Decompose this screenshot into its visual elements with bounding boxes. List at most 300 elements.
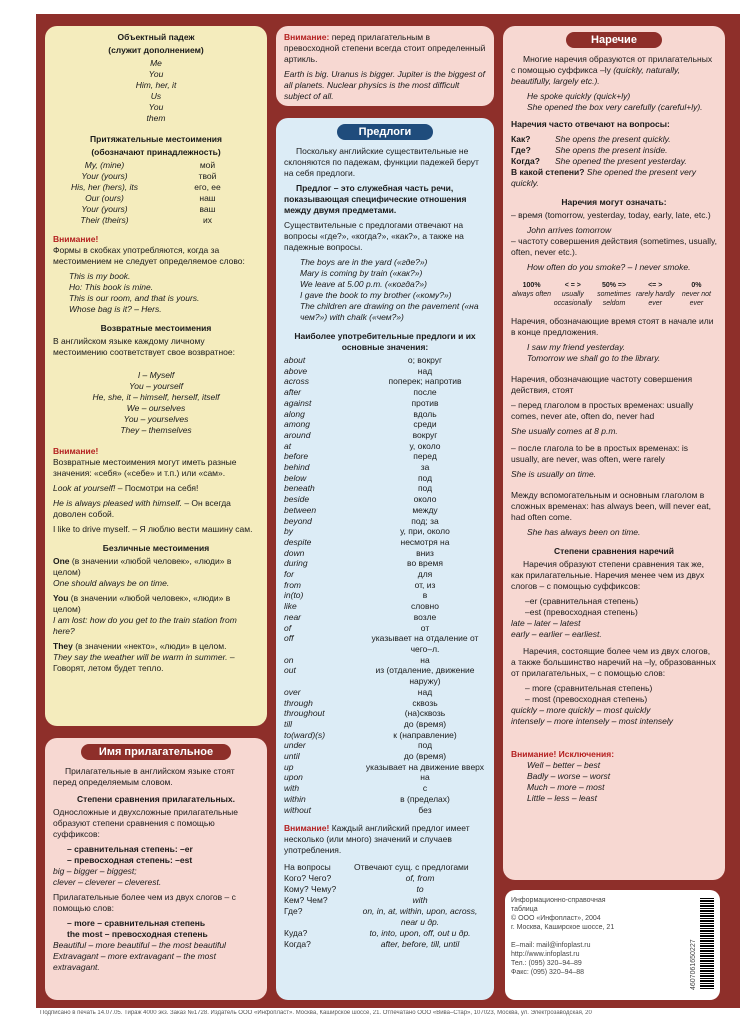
example: One should always be on time. (53, 578, 170, 588)
preposition-row (284, 794, 486, 805)
preposition-meaning: вдоль (413, 408, 437, 419)
adverb-mean1: – время (tomorrow, yesterday, today, early, late, etc.) (511, 210, 711, 220)
preposition-row (284, 548, 486, 559)
preposition-meaning: над (417, 686, 433, 697)
example: I gave the book to my brother («кому?») (300, 290, 452, 300)
preposition-meaning: до (время) (403, 751, 447, 762)
preposition-word: without (284, 804, 311, 815)
preposition-word: throughout (284, 708, 325, 719)
question: Как? (511, 134, 531, 144)
example (53, 498, 259, 520)
preposition-word: after (284, 387, 302, 398)
possessive-en: Our (ours) (85, 193, 124, 203)
adjective-comparative: – сравнительная степень: –er (67, 844, 193, 854)
question: Когда? (511, 156, 540, 166)
possessive-ru: его, ее (194, 182, 221, 192)
preposition-meaning: вокруг (412, 429, 438, 440)
adjective-panel (45, 738, 267, 1000)
example: quickly – more quickly – most quickly (511, 705, 651, 715)
term-desc: (в значении «любой человек», «люди» в целом) (53, 556, 232, 577)
attention-label: Внимание: (284, 32, 330, 42)
preposition-row (284, 708, 486, 719)
questions-list (284, 873, 486, 950)
frequency-words (511, 290, 717, 308)
possessive-en: Your (yours) (81, 204, 128, 214)
question: В какой степени? (511, 167, 585, 177)
preposition-meaning: от, из (414, 579, 436, 590)
prepositions-panel (276, 118, 494, 1000)
frequency-mark: < = > (564, 282, 581, 289)
preposition-meaning: указывает на движение вверх (365, 761, 485, 772)
frequency-word: always often (512, 291, 552, 298)
preposition-meaning: поперек; напротив (388, 376, 462, 387)
frequency-word: never not ever (681, 291, 711, 307)
adverb-long-text: Наречия, состоящие более чем из двух слогов, а также большинство наречий на –ly, образованных от прилагательных, – с помощью слов: (511, 646, 716, 678)
reflexive-item: We – ourselves (126, 403, 186, 413)
example-ru: – Посмотри на себя! (115, 483, 199, 493)
question: Кого? Чего? (284, 873, 332, 884)
example: early – earlier – earliest. (511, 629, 602, 639)
prepositions-title: Предлоги (337, 124, 433, 140)
example: She has always been on time. (527, 527, 641, 537)
preposition-word: against (284, 397, 312, 408)
preposition-row (284, 730, 486, 741)
reflexive-item: They – themselves (120, 425, 192, 435)
question-row (284, 873, 486, 884)
question-row (284, 895, 486, 906)
adverb-degrees-text: Наречия образуют степени сравнения так же, как прилагательные. Наречия менее чем из двух слогов – с помощью суффиксов: (511, 559, 705, 591)
possessive-ru: ваш (199, 204, 216, 214)
imprint-footer: Подписано в печать 14.07.05. Тираж 4000 экз. Заказ №1728. Издатель ООО «Инфопласт». Москва, Каширское шоссе, 21. Отпечатано ООО «Вива–Стар», 107023, Москва, ул. Электрозаводская, 20 (40, 1010, 592, 1016)
attention-label: Внимание! (284, 823, 330, 834)
adverb-q-row (511, 156, 717, 167)
example: This is my book. (69, 271, 131, 281)
adverb-mean2: – частоту совершения действия (sometimes, usually, often, never etc.). (511, 236, 717, 257)
reflexive-item: You – yourselves (123, 414, 189, 424)
example-ru: – Он всегда доволен собой. (53, 498, 231, 519)
exception: Well – better – best (527, 760, 601, 770)
impersonal-title: Безличные местоимения (102, 543, 210, 553)
adjective-long-text: Прилагательные более чем из двух слогов – с помощью слов: (53, 892, 236, 913)
question: Кому? Чему? (284, 884, 337, 895)
preposition-meaning: под (417, 483, 433, 494)
example: She opened the box very carefully (careful+ly). (527, 102, 703, 112)
preposition-word: under (284, 740, 306, 751)
adverb-more: – more (сравнительная степень) (525, 683, 653, 693)
adverb-degrees-title: Степени сравнения наречий (554, 546, 674, 556)
example: The children are drawing on the pavement («на чем?») with chalk («чем?») (300, 301, 479, 322)
adverb-mean-title: Наречия могут означать: (561, 197, 667, 207)
preposition-row (284, 601, 486, 612)
question-row (284, 884, 486, 895)
possessive-subtitle: (обозначают принадлежность) (91, 147, 221, 157)
info-line: таблица (511, 906, 538, 913)
info-line: Информационно-справочная (511, 897, 606, 904)
attention-possessive (53, 234, 259, 315)
adverb-time-pos: Наречия, обозначающие время стоят в начале или в конце предложения. (511, 316, 714, 337)
objective-item: Us (150, 91, 162, 101)
objective-item: You (148, 69, 164, 79)
preposition-row (284, 633, 486, 654)
preposition-meaning: после (413, 387, 437, 398)
preposition-row (284, 783, 486, 794)
adverb-er: –er (сравнительная степень) (525, 596, 639, 606)
reflexive-text: В английском языке каждому личному местоимению соответствует свое возвратное: (53, 336, 235, 357)
attention-reflexive (53, 446, 259, 535)
preposition-meaning: в (422, 590, 428, 601)
preposition-meaning: среди (413, 419, 437, 430)
preposition-word: from (284, 579, 301, 590)
preposition-meaning: с (422, 783, 428, 794)
exception: Much – more – most (527, 782, 605, 792)
example-en: He is always pleased with himself. (53, 498, 182, 508)
preposition-word: along (284, 408, 305, 419)
preposition-meaning: под (417, 740, 433, 751)
example: big – bigger – biggest; (53, 866, 137, 876)
preposition-word: on (284, 654, 294, 665)
possessive-table (53, 160, 259, 226)
preposition-meaning: около (413, 494, 437, 505)
objective-item: Him, her, it (135, 80, 177, 90)
prepositions-table-title: Наиболее употребительные предлоги и их основные значения: (294, 331, 476, 352)
example: Whose bag is it? – Hers. (69, 304, 162, 314)
preposition-row (284, 451, 486, 462)
reflexive-list (53, 370, 259, 436)
preposition-word: above (284, 365, 308, 376)
preposition-word: till (284, 718, 293, 729)
attention-text: Возвратные местоимения могут иметь разные значения: «себя» («себе» и т.п.) или «сам». (53, 457, 237, 478)
prepositions-attention (284, 823, 486, 856)
preposition-meaning: вниз (416, 547, 434, 558)
preposition-row (284, 665, 486, 686)
barcode-number: 4607061650227 (690, 939, 697, 990)
exception: Little – less – least (527, 793, 597, 803)
adverb-q-title: Наречия часто отвечают на вопросы: (511, 119, 670, 129)
term: One (53, 556, 70, 566)
adjective-superlative: – превосходная степень: –est (67, 855, 193, 865)
preposition-row (284, 623, 486, 634)
preposition-meaning: возле (413, 611, 437, 622)
adverb-q-row (511, 145, 717, 156)
preposition-answer: after, before, till, until (380, 939, 460, 950)
article-note-panel (276, 26, 494, 106)
preposition-meaning: на (420, 772, 430, 783)
preposition-word: despite (284, 536, 312, 547)
example: Mary is coming by train («как?») (300, 268, 423, 278)
objective-item: You (148, 102, 164, 112)
adverb-freq-pos: Наречия, обозначающие частоту совершения действия, стоят (511, 374, 693, 395)
possessive-ru: мой (199, 160, 216, 170)
preposition-meaning: несмотря на (400, 536, 450, 547)
frequency-mark: <= > (648, 282, 663, 289)
objective-subtitle: (служит дополнением) (108, 45, 204, 55)
example: intensely – more intensely – most intensely (511, 716, 674, 726)
preposition-row (284, 462, 486, 473)
preposition-word: in(to) (284, 590, 304, 601)
preposition-meaning: (на)сквозь (404, 708, 446, 719)
questions-header-b: Отвечают сущ. с предлогами (354, 862, 469, 873)
example: How often do you smoke? – I never smoke. (527, 262, 691, 272)
reflexive-item: You – yourself (129, 381, 183, 391)
preposition-word: beside (284, 494, 310, 505)
preposition-word: of (284, 622, 292, 633)
question-row (284, 939, 486, 950)
reflexive-title: Возвратные местоимения (100, 323, 212, 333)
preposition-row (284, 376, 486, 387)
example: Ho: This book is mine. (69, 282, 154, 292)
reflexive-item: He, she, it – himself, herself, itself (92, 392, 220, 402)
preposition-word: below (284, 472, 307, 483)
example: John arrives tomorrow (527, 225, 612, 235)
preposition-word: beneath (284, 483, 315, 494)
preposition-row (284, 398, 486, 409)
preposition-row (284, 526, 486, 537)
preposition-word: up (284, 761, 294, 772)
preposition-word: to(ward)(s) (284, 729, 326, 740)
example: She usually comes at 8 p.m. (511, 426, 618, 436)
example: She opened the present very quickly. (511, 167, 696, 188)
example: He spoke quickly (quick+ly) (527, 91, 631, 101)
preposition-row (284, 698, 486, 709)
preposition-row (284, 366, 486, 377)
preposition-answer: with (412, 895, 428, 906)
adjective-intro: Прилагательные в английском языке стоят перед определяемым словом. (53, 766, 235, 787)
preposition-meaning: против (411, 397, 439, 408)
preposition-row (284, 612, 486, 623)
preposition-meaning: к (направление) (393, 729, 457, 740)
term-desc: (в значении «любой человек», «люди» в целом) (53, 593, 231, 614)
possessive-en: Their (theirs) (80, 215, 129, 225)
preposition-word: with (284, 783, 300, 794)
preposition-word: across (284, 376, 310, 387)
preposition-row (284, 772, 486, 783)
preposition-row (284, 430, 486, 441)
preposition-word: like (284, 601, 297, 612)
preposition-row (284, 762, 486, 773)
preposition-row (284, 719, 486, 730)
preposition-word: behind (284, 462, 310, 473)
adverb-aux: Между вспомогательным и основным глаголом в сложных временах: has always been, will never eat, had often come. (511, 490, 711, 522)
preposition-word: about (284, 355, 306, 365)
preposition-row (284, 590, 486, 601)
preposition-word: through (284, 697, 313, 708)
preposition-word: by (284, 526, 293, 537)
impersonal-one (53, 556, 259, 589)
preposition-word: around (284, 429, 311, 440)
preposition-word: within (284, 793, 306, 804)
preposition-meaning: между (412, 504, 438, 515)
frequency-mark: 0% (691, 282, 702, 289)
example: We leave at 5.00 p.m. («когда?») (300, 279, 427, 289)
example: I like to drive myself. – Я люблю вести машину сам. (53, 524, 253, 534)
impersonal-you (53, 593, 259, 637)
frequency-word: usually occasionally (553, 291, 592, 307)
preposition-meaning: в (пределах) (400, 793, 450, 804)
example-ru: – Говорят, летом будет тепло. (53, 652, 235, 673)
example-en: Look at yourself! (53, 483, 116, 493)
adverb-most: – most (превосходная степень) (525, 694, 648, 704)
preposition-word: down (284, 547, 305, 558)
objective-title: Объектный падеж (117, 32, 195, 42)
adverb-intro (511, 54, 717, 87)
frequency-word: rarely hardly ever (635, 291, 675, 307)
preposition-word: between (284, 504, 317, 515)
adjective-most: the most – превосходная степень (67, 929, 208, 939)
adjective-degrees-text: Односложные и двухсложные прилагательные образуют степени сравнения с помощью суффиксов: (53, 807, 239, 839)
adverb-intro-text: Многие наречия образуются от прилагательных с помощью суффикса –ly (511, 54, 713, 75)
preposition-word: during (284, 558, 308, 569)
frequency-mark: 100% (522, 282, 541, 289)
article-note-text: перед прилагательным в превосходной степени всегда стоит определенный артикль. (284, 32, 486, 64)
example: Beautiful – more beautiful – the most beautiful Extravagant – more extravagant – the most extravagant. (53, 940, 226, 972)
example: The boys are in the yard («где?») (300, 257, 428, 267)
question: Когда? (284, 939, 311, 950)
publisher-info (505, 890, 720, 1000)
adverb-freq-pos2: – после глагола to be в простых временах: is usually, are never, was often, were rarely (511, 443, 688, 464)
example: She opened the present yesterday. (555, 156, 687, 166)
possessive-en: His, her (hers), its (70, 182, 139, 192)
preposition-meaning: о; вокруг (407, 355, 443, 365)
adverb-est: –est (превосходная степень) (525, 607, 638, 617)
preposition-row (284, 569, 486, 580)
preposition-meaning: перед (413, 451, 437, 462)
preposition-row (284, 751, 486, 762)
frequency-mark: 50% => (601, 282, 627, 289)
adverb-q-degree (511, 167, 717, 189)
preposition-meaning: во время (407, 558, 443, 569)
barcode (700, 898, 714, 990)
preposition-word: out (284, 665, 296, 676)
info-line: Факс: (095) 320–94–88 (511, 969, 585, 976)
preposition-meaning: над (417, 365, 433, 376)
objective-item: Me (150, 58, 162, 68)
preposition-row (284, 387, 486, 398)
preposition-answer: to (416, 884, 424, 895)
example: They say the weather will be warm in summer. (53, 652, 228, 662)
info-line: E–mail: mail@infoplast.ru (511, 942, 591, 949)
preposition-meaning: сквозь (412, 697, 438, 708)
preposition-meaning: на (420, 654, 430, 665)
prepositions-intro: Поскольку английские существительные не склоняются по падежам, функции падежей берут на себя предлоги. (284, 146, 479, 178)
preposition-answer: on, in, at, within, upon, across, near и др. (362, 906, 478, 928)
preposition-word: among (284, 419, 310, 430)
question-row (284, 928, 486, 939)
question: Куда? (284, 928, 308, 939)
example: She opens the present inside. (555, 145, 668, 155)
example: Tomorrow we shall go to the library. (527, 353, 661, 363)
frequency-word: sometimes seldom (597, 291, 631, 307)
preposition-word: until (284, 751, 300, 762)
example: She is usually on time. (511, 469, 597, 479)
preposition-row (284, 740, 486, 751)
questions-header (284, 862, 486, 873)
question: Кем? Чем? (284, 895, 328, 906)
preposition-word: for (284, 569, 294, 580)
example: late – later – latest (511, 618, 581, 628)
preposition-row (284, 558, 486, 569)
preposition-row (284, 580, 486, 591)
preposition-word: at (284, 440, 292, 451)
possessive-ru: твой (198, 171, 217, 181)
preposition-word: over (284, 686, 301, 697)
preposition-row (284, 494, 486, 505)
preposition-meaning: без (418, 804, 432, 815)
preposition-meaning: от (420, 622, 430, 633)
preposition-word: upon (284, 772, 303, 783)
example: She opens the present quickly. (555, 134, 671, 144)
preposition-row (284, 505, 486, 516)
preposition-row (284, 805, 486, 816)
info-line: © ООО «Инфопласт», 2004 (511, 915, 601, 922)
example: clever – cleverer – cleverest. (53, 877, 162, 887)
adverb-exceptions-label: Внимание! Исключения: (511, 749, 615, 759)
preposition-meaning: для (417, 569, 433, 580)
term: They (53, 641, 73, 651)
info-line: г. Москва, Каширское шоссе, 21 (511, 924, 615, 931)
example (53, 483, 259, 494)
preposition-word: before (284, 451, 309, 462)
preposition-meaning: под; за (411, 515, 439, 526)
preposition-meaning: за (420, 462, 430, 473)
question-row (284, 906, 486, 928)
questions-header-a: На вопросы (284, 862, 331, 873)
preposition-row (284, 441, 486, 452)
possessive-ru: наш (199, 193, 216, 203)
attention-label: Внимание! (53, 446, 99, 456)
objective-item: them (146, 113, 166, 123)
impersonal-they (53, 641, 259, 674)
preposition-row (284, 419, 486, 430)
frequency-scale (511, 281, 717, 290)
adjective-degrees-title: Степени сравнения прилагательных. (77, 794, 235, 804)
possessive-ru: их (203, 215, 212, 225)
attention-label: Внимание! (53, 234, 99, 244)
preposition-meaning: у, около (409, 440, 441, 451)
preposition-row (284, 687, 486, 698)
preposition-row (284, 355, 486, 366)
preposition-row (284, 516, 486, 527)
prepositions-list (284, 355, 486, 815)
example: I saw my friend yesterday. (527, 342, 626, 352)
prepositions-questions: Существительные с предлогами отвечают на вопросы «где?», «когда?», «как?», а также на падежные вопросы. (284, 220, 464, 252)
possessive-en: My, (mine) (84, 160, 125, 170)
preposition-answer: of, from (405, 873, 435, 884)
question: Где? (284, 906, 303, 917)
preposition-row (284, 483, 486, 494)
adverb-q-row (511, 134, 717, 145)
example: This is our room, and that is yours. (69, 293, 200, 303)
preposition-row (284, 409, 486, 420)
example: I am lost: how do you get to the train station from here? (53, 615, 237, 636)
prepositions-definition: Предлог – это служебная часть речи, показывающая специфические отношения между двумя предметами. (284, 183, 467, 215)
exception: Badly – worse – worst (527, 771, 611, 781)
possessive-title: Притяжательные местоимения (90, 134, 222, 144)
info-line (511, 932, 714, 941)
preposition-word: near (284, 611, 302, 622)
pronouns-panel (45, 26, 267, 726)
article-note (284, 32, 486, 65)
adjective-title: Имя прилагательное (81, 744, 231, 760)
question: Где? (511, 145, 531, 155)
adjective-more: – more – сравнительная степень (67, 918, 206, 928)
preposition-meaning: указывает на отдаление от чего–л. (371, 633, 479, 654)
adverb-panel (503, 26, 725, 880)
term-desc: (в значении «некто», «люди» в целом. (72, 641, 227, 651)
preposition-meaning: у, при, около (400, 526, 450, 537)
info-line: Тел.: (095) 320–94–89 (511, 960, 582, 967)
adverb-intro-ex: (quickly, naturally, beautifully, largely etc.). (511, 65, 680, 86)
objective-list (53, 58, 259, 124)
